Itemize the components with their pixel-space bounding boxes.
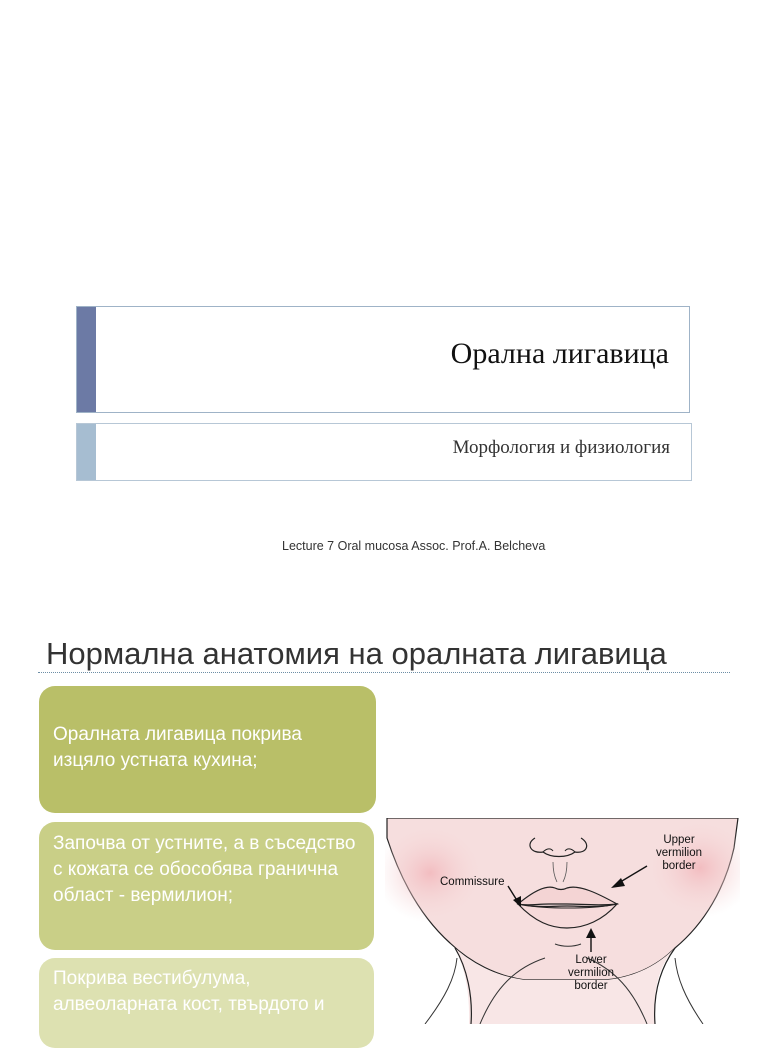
lip-anatomy-illustration (385, 818, 740, 1024)
slide-title: Орална лигавица (450, 337, 669, 370)
lecture-credit: Lecture 7 Oral mucosa Assoc. Prof.A. Belcheva (282, 539, 546, 553)
bullet-card-3: Покрива вестибулума, алвеоларната кост, твърдото и (39, 958, 374, 1048)
label-lower-2: vermilion (567, 967, 615, 979)
heading-divider (38, 672, 730, 673)
title-accent-bar (77, 307, 96, 412)
label-upper-1: Upper (663, 834, 695, 846)
title-box (76, 306, 690, 413)
label-lower-1: Lower (575, 954, 607, 966)
subtitle-box (76, 423, 692, 481)
bullet-card-1: Оралната лигавица покрива изцяло устната кухина; (39, 686, 376, 813)
label-upper-2: vermilion (655, 847, 703, 859)
subtitle-accent-bar (77, 424, 96, 480)
label-lower-3: border (574, 980, 608, 992)
slide-subtitle: Морфология и физиология (452, 437, 670, 458)
slide-heading: Нормална анатомия на оралната лигавица (46, 636, 667, 671)
bullet-card-2: Започва от устните, а в съседство с кожата се обособява гранична област - вермилион; (39, 822, 374, 950)
label-commissure: Commissure (440, 876, 505, 888)
label-upper-3: border (662, 860, 696, 872)
